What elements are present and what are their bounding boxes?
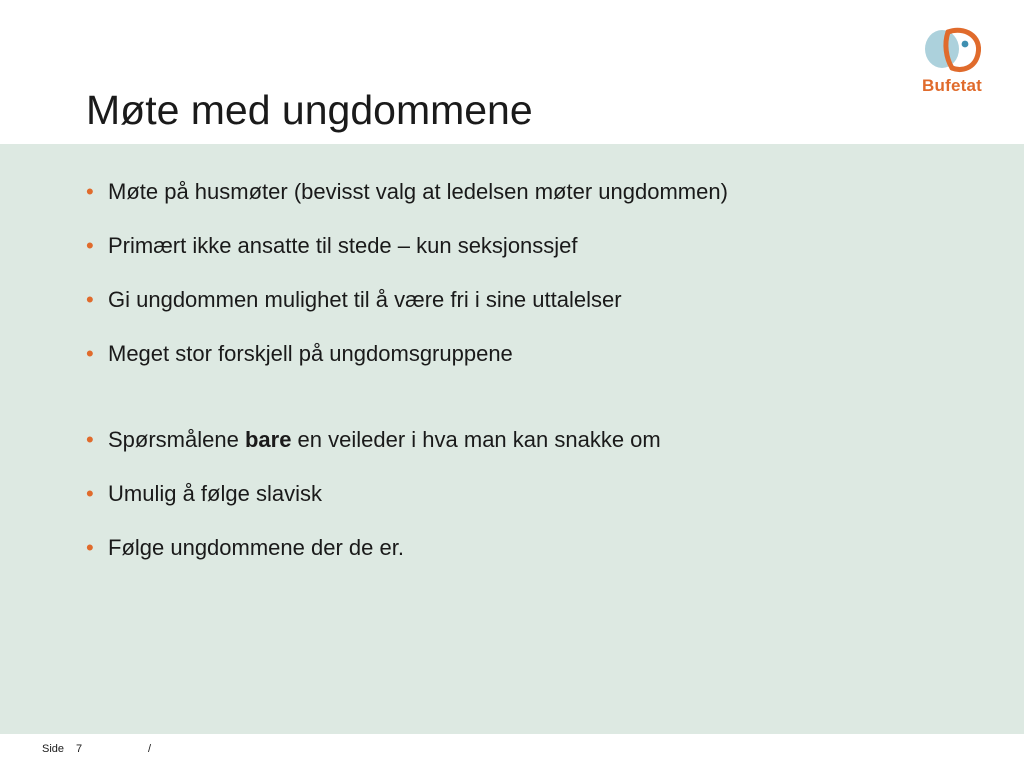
bullet-text: Umulig å følge slavisk [108,481,322,506]
bullet-text-after: en veileder i hva man kan snakke om [291,427,661,452]
bullet-icon: • [86,341,94,366]
bullet-item [86,176,728,208]
bullet-icon: • [86,427,94,452]
bullet-icon: • [86,287,94,312]
bullet-text: Primært ikke ansatte til stede – kun seksjonssjef [108,233,578,258]
bullet-text [108,427,661,452]
bullet-icon: • [86,481,94,506]
bullet-item [86,424,728,456]
bullet-text: Meget stor forskjell på ungdomsgruppene [108,341,513,366]
bullet-icon: • [86,179,94,204]
bullet-list [86,176,728,586]
bullet-text: Gi ungdommen mulighet til å være fri i sine uttalelser [108,287,622,312]
slide-footer [0,734,1024,768]
bullet-item [86,230,728,262]
bufetat-face-icon [918,24,984,74]
footer-page-number: 7 [76,743,83,755]
bullet-item [86,338,728,370]
logo-text: Bufetat [922,76,982,95]
bullet-text-bold: bare [244,427,292,452]
bullet-text: Møte på husmøter (bevisst valg at ledelsen møter ungdommen) [108,179,728,204]
footer-side-label: Side [42,743,65,755]
bullet-icon: • [86,535,94,560]
bullet-text: Følge ungdommene der de er. [108,535,404,560]
bullet-icon: • [86,233,94,258]
bullet-item [86,284,728,316]
bullet-item [86,478,728,510]
bullet-text-before: Spørsmålene [108,427,245,452]
bullet-item [86,532,728,564]
footer-separator: / [148,743,152,755]
slide-title: Møte med ungdommene [86,87,533,133]
bufetat-logo [910,24,994,102]
